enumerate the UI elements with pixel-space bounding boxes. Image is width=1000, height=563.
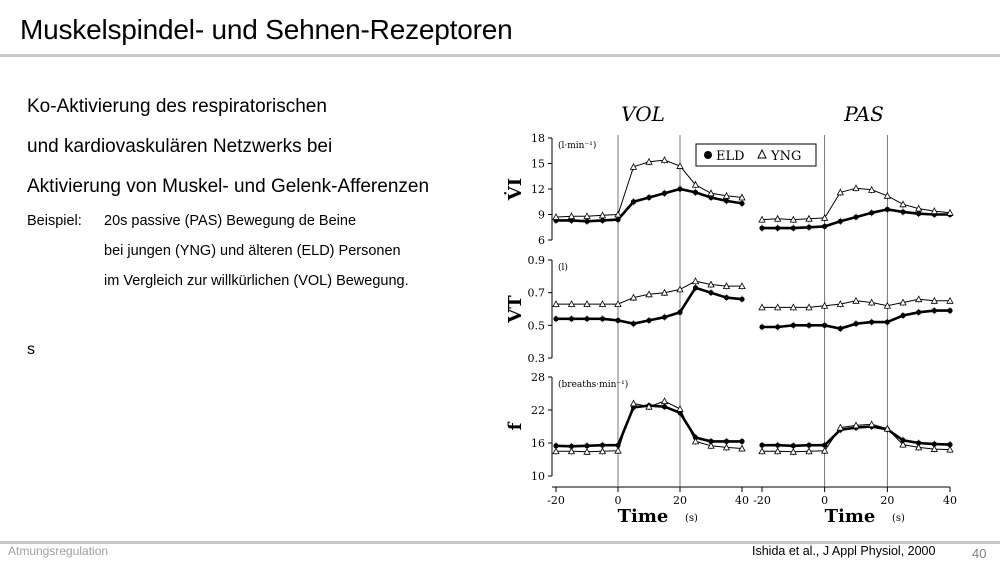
- point-eld: [806, 225, 811, 230]
- point-eld: [724, 439, 729, 444]
- point-eld: [775, 324, 780, 329]
- point-eld: [600, 443, 605, 448]
- x-axis-unit: (s): [685, 513, 698, 524]
- point-eld: [900, 313, 905, 318]
- point-eld: [759, 324, 764, 329]
- x-tick-label: -20: [547, 494, 565, 507]
- point-eld: [900, 209, 905, 214]
- point-eld: [708, 290, 713, 295]
- point-eld: [916, 310, 921, 315]
- point-yng: [631, 400, 637, 406]
- point-eld: [869, 210, 874, 215]
- legend-label-eld: ELD: [716, 149, 745, 164]
- x-axis-label: Time: [617, 506, 669, 527]
- point-eld: [600, 316, 605, 321]
- text-line-1: Ko-Aktivierung des respiratorischen: [27, 96, 327, 117]
- footer-section-label: Atmungsregulation: [8, 544, 109, 558]
- x-tick-label: 40: [735, 494, 749, 507]
- point-eld: [947, 308, 952, 313]
- point-eld: [885, 207, 890, 212]
- x-axis-label: Time: [824, 506, 876, 527]
- y-tick-label: 6: [538, 234, 545, 247]
- y-tick-label: 28: [531, 371, 545, 384]
- y-tick-label: 16: [531, 437, 545, 450]
- point-eld: [775, 443, 780, 448]
- column-title-pas: PAS: [844, 102, 884, 126]
- panel-unit: (l): [558, 263, 568, 273]
- series-line-eld-vol-panel-2: [556, 406, 742, 447]
- y-tick-label: 0.5: [527, 319, 545, 333]
- point-eld: [646, 318, 651, 323]
- point-yng: [662, 398, 668, 404]
- legend-marker-eld: [704, 151, 712, 159]
- point-yng: [693, 278, 699, 284]
- point-eld: [759, 226, 764, 231]
- point-eld: [791, 443, 796, 448]
- y-tick-label: 0.7: [527, 286, 545, 300]
- point-eld: [631, 321, 636, 326]
- point-yng: [853, 185, 859, 191]
- point-eld: [869, 319, 874, 324]
- point-eld: [806, 443, 811, 448]
- title-divider: [0, 54, 1000, 57]
- x-tick-label: 20: [880, 494, 895, 507]
- point-eld: [693, 285, 698, 290]
- y-axis-label-panel-0: V̇I: [505, 177, 526, 201]
- citation: Ishida et al., J Appl Physiol, 2000: [752, 544, 936, 558]
- example-line-3: im Vergleich zur willkürlichen (VOL) Bewegung.: [104, 273, 409, 289]
- point-eld: [822, 323, 827, 328]
- point-yng: [677, 406, 683, 412]
- x-tick-label: 0: [821, 494, 829, 507]
- point-eld: [739, 439, 744, 444]
- column-title-vol: VOL: [621, 102, 665, 126]
- y-tick-label: 10: [531, 470, 545, 483]
- point-eld: [677, 310, 682, 315]
- point-eld: [838, 219, 843, 224]
- stray-text: s: [27, 341, 35, 358]
- y-axis-label-panel-2: f: [505, 422, 526, 431]
- y-tick-label: 22: [531, 404, 545, 417]
- point-eld: [932, 308, 937, 313]
- point-yng: [677, 163, 683, 169]
- y-tick-label: 9: [538, 208, 545, 222]
- x-tick-label: -20: [753, 494, 771, 507]
- point-eld: [791, 226, 796, 231]
- point-eld: [853, 214, 858, 219]
- point-eld: [646, 195, 651, 200]
- text-line-3: Aktivierung von Muskel- und Gelenk-Afferenzen: [27, 176, 430, 197]
- series-line-yng-vol-panel-0: [556, 160, 742, 217]
- example-line-2: bei jungen (YNG) und älteren (ELD) Personen: [104, 243, 401, 259]
- point-eld: [838, 326, 843, 331]
- point-yng: [900, 201, 906, 207]
- point-eld: [739, 297, 744, 302]
- point-eld: [677, 186, 682, 191]
- point-yng: [677, 286, 683, 292]
- point-eld: [822, 224, 827, 229]
- y-tick-label: 12: [531, 183, 545, 196]
- point-eld: [724, 295, 729, 300]
- point-eld: [662, 191, 667, 196]
- legend-label-yng: YNG: [771, 149, 802, 164]
- x-tick-label: 20: [673, 494, 687, 507]
- point-eld: [569, 316, 574, 321]
- slide-title: Muskelspindel- und Sehnen-Rezeptoren: [20, 14, 513, 45]
- point-eld: [553, 316, 558, 321]
- x-axis-unit: (s): [892, 513, 905, 524]
- point-eld: [806, 323, 811, 328]
- point-eld: [584, 443, 589, 448]
- panel-unit: (l·min⁻¹): [558, 141, 597, 151]
- point-eld: [662, 404, 667, 409]
- point-yng: [708, 190, 714, 196]
- y-tick-label: 18: [531, 132, 545, 145]
- point-eld: [662, 315, 667, 320]
- y-axis-label-panel-1: VT: [505, 295, 526, 323]
- point-eld: [791, 323, 796, 328]
- y-tick-label: 15: [531, 157, 545, 171]
- page-number: 40: [972, 546, 987, 561]
- point-eld: [775, 226, 780, 231]
- example-label: Beispiel:: [27, 213, 82, 229]
- point-eld: [853, 321, 858, 326]
- point-eld: [615, 318, 620, 323]
- point-eld: [759, 443, 764, 448]
- example-line-1: 20s passive (PAS) Bewegung de Beine: [104, 213, 357, 229]
- point-eld: [631, 199, 636, 204]
- point-eld: [584, 316, 589, 321]
- x-tick-label: 0: [614, 494, 622, 507]
- point-eld: [693, 190, 698, 195]
- panel-unit: (breaths·min⁻¹): [558, 380, 629, 390]
- y-tick-label: 0.9: [527, 254, 545, 267]
- x-tick-label: 40: [943, 494, 957, 507]
- text-line-2: und kardiovaskulären Netzwerks bei: [27, 136, 333, 157]
- respiratory-chart: [500, 90, 960, 535]
- y-tick-label: 0.3: [527, 352, 545, 365]
- point-eld: [885, 319, 890, 324]
- point-yng: [884, 193, 890, 199]
- point-eld: [739, 201, 744, 206]
